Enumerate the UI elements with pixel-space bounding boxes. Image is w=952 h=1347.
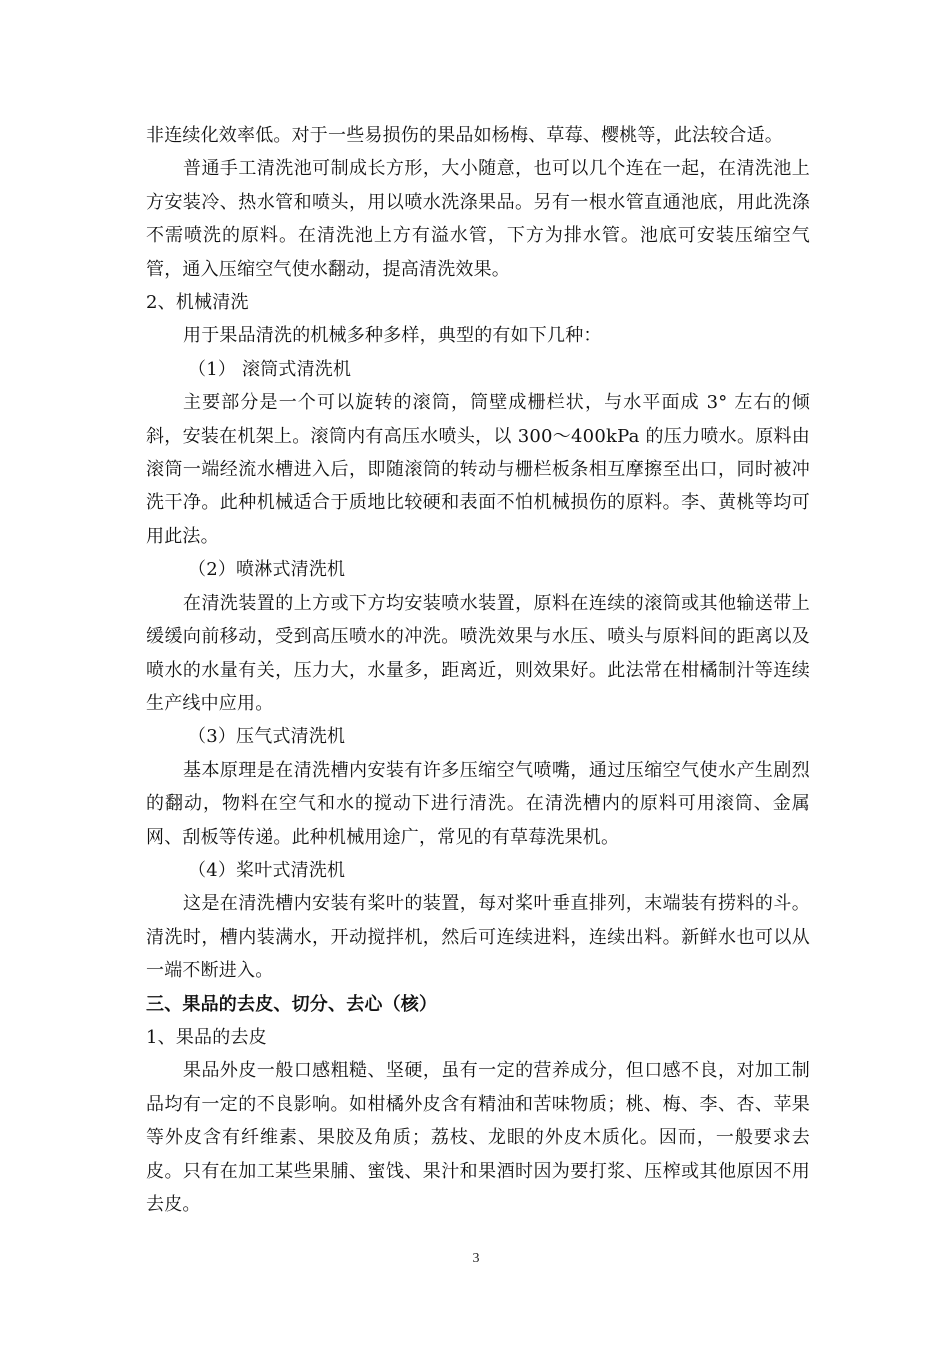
- paragraph-peeling: 果品外皮一般口感粗糙、坚硬，虽有一定的营养成分，但口感不良，对加工制品均有一定的不良影响。如柑橘外皮含有精油和苦味物质；桃、梅、李、杏、苹果等外皮含有纤维素、果胶及角质；荔枝、龙眼的外皮木质化。因而，一般要求去皮。只有在加工某些果脯、蜜饯、果汁和果酒时因为要打浆、压榨或其他原因不用去皮。: [146, 1060, 810, 1215]
- subheading-paddle-washer: （4）桨叶式清洗机: [188, 859, 346, 881]
- paragraph-air-washer: 基本原理是在清洗槽内安装有许多压缩空气喷嘴，通过压缩空气使水产生剧烈的翻动，物料在空气和水的搅动下进行清洗。在清洗槽内的原料可用滚筒、金属网、刮板等传递。此种机械用途广，常见的有草莓洗果机。: [146, 759, 810, 848]
- document-body: [146, 119, 810, 1221]
- page-number: 3: [472, 1251, 480, 1266]
- paragraph-manual-washing-pool: 普通手工清洗池可制成长方形，大小随意，也可以几个连在一起，在清洗池上方安装冷、热水管和喷头，用以喷水洗涤果品。另有一根水管直通池底，用此洗涤不需喷洗的原料。在清洗池上方有溢水管，下方为排水管。池底可安装压缩空气管，通入压缩空气使水翻动，提高清洗效果。: [146, 158, 810, 280]
- paragraph-continuation: 非连续化效率低。对于一些易损伤的果品如杨梅、草莓、樱桃等，此法较合适。: [146, 125, 783, 146]
- paragraph-paddle-washer: 这是在清洗槽内安装有桨叶的装置，每对桨叶垂直排列，末端装有捞料的斗。清洗时，槽内装满水，开动搅拌机，然后可连续进料，连续出料。新鲜水也可以从一端不断进入。: [146, 893, 810, 982]
- paragraph-machine-intro: 用于果品清洗的机械多种多样，典型的有如下几种：: [183, 325, 602, 347]
- subheading-spray-washer: （2）喷淋式清洗机: [188, 559, 346, 581]
- subheading-drum-washer: （1） 滚筒式清洗机: [188, 358, 352, 380]
- subheading-air-washer: （3）压气式清洗机: [188, 726, 346, 748]
- chapter-heading-peeling-cutting-coring: 三、果品的去皮、切分、去心（核）: [146, 993, 438, 1015]
- paragraph-spray-washer: 在清洗装置的上方或下方均安装喷水装置，原料在连续的滚筒或其他输送带上缓缓向前移动，受到高压喷水的冲洗。喷洗效果与水压、喷头与原料间的距离以及喷水的水量有关，压力大，水量多，距离近，则效果好。此法常在柑橘制汁等连续生产线中应用。: [146, 592, 810, 714]
- paragraph-drum-washer: 主要部分是一个可以旋转的滚筒，筒壁成栅栏状，与水平面成 3° 左右的倾斜，安装在机架上。滚筒内有高压水喷头，以 300～400kPa 的压力喷水。原料由滚筒一端经流水槽进入后，即随滚筒的转动与栅栏板条相互摩擦至出口，同时被冲洗干净。此种机械适合于质地比较硬和表面不怕机械损伤的原料。李、黄桃等均可用此法。: [146, 392, 810, 547]
- section-heading-peeling: 1、果品的去皮: [146, 1026, 267, 1048]
- section-heading-machine-washing: 2、机械清洗: [146, 292, 249, 314]
